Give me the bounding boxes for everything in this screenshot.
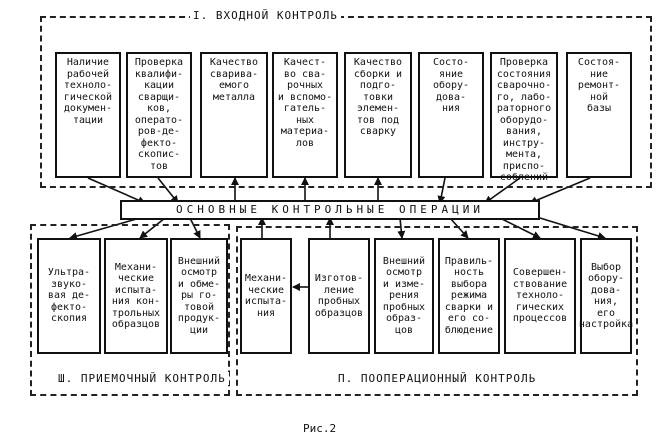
section-acceptance-title: Ш. ПРИЕМОЧНЫЙ КОНТРОЛЬ xyxy=(55,372,229,385)
section-operational-control xyxy=(236,226,638,396)
input-box-assembly-quality: Качество сборки и подго- товки элемен- тов под сварку xyxy=(344,52,412,178)
section-input-title: I. ВХОДНОЙ КОНТРОЛЬ xyxy=(190,9,341,22)
input-box-documentation: Наличие рабочей техноло- гической докумен- тации xyxy=(55,52,121,178)
input-box-welding-materials: Качест- во сва- рочных и вспомо- гатель- ных материа- лов xyxy=(272,52,338,178)
input-box-lab-equipment-check: Проверка состояния сварочно- го, лабо- раторного оборудо- вания, инстру- мента, приспо- соблений xyxy=(490,52,558,178)
operational-box-welding-mode: Правиль- ность выбора режима сварки и его со- блюдение xyxy=(438,238,500,354)
input-box-repair-base: Состоя- ние ремонт- ной базы xyxy=(566,52,632,178)
acceptance-box-ultrasonic: Ультра- звуко- вая де- фекто- скопия xyxy=(37,238,101,354)
operational-box-test-samples: Изготов- ление пробных образцов xyxy=(308,238,370,354)
acceptance-box-mechanical-tests: Механи- ческие испыта- ния кон- трольных образцов xyxy=(104,238,168,354)
core-operations-box: ОСНОВНЫЕ КОНТРОЛЬНЫЕ ОПЕРАЦИИ xyxy=(120,200,540,220)
operational-box-equipment-selection: Выбор обору- дова- ния, его настройка xyxy=(580,238,632,354)
acceptance-box-visual-inspection: Внешний осмотр и обме- ры го- товой продук- ции xyxy=(170,238,228,354)
input-box-base-metal: Качество сварива- емого металла xyxy=(200,52,268,178)
figure-caption: Рис.2 xyxy=(303,422,337,435)
section-operational-title: П. ПООПЕРАЦИОННЫЙ КОНТРОЛЬ xyxy=(335,372,539,385)
operational-box-process-improvement: Совершен- ствование техноло- гических процессов xyxy=(504,238,576,354)
operational-box-mechanical-tests: Механи- ческие испыта- ния xyxy=(240,238,292,354)
operational-box-sample-inspection: Внешний осмотр и изме- рения пробных образ- цов xyxy=(374,238,434,354)
input-box-welder-qualification: Проверка квалифи- кации сварщи- ков, операто- ров-де- фекто- скопис- тов xyxy=(126,52,192,178)
input-box-equipment-state: Состо- яние обору- дова- ния xyxy=(418,52,484,178)
